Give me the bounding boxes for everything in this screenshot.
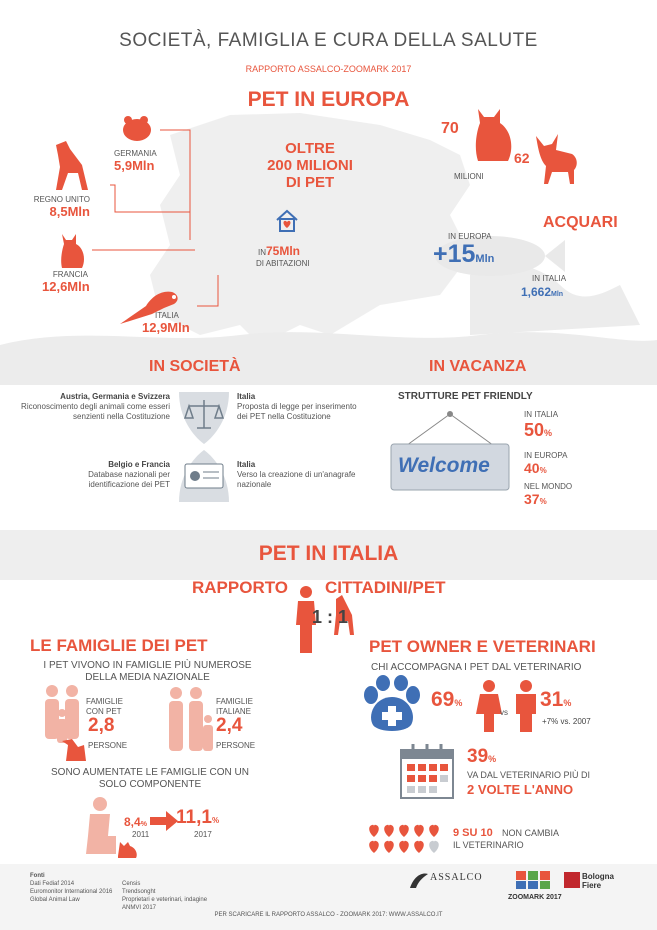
- visits-value: 39: [467, 746, 489, 767]
- hamster-icon: [120, 112, 154, 142]
- loyal-text-2: IL VETERINARIO: [453, 840, 524, 850]
- source-item: Euromonitor International 2016: [30, 889, 113, 895]
- holiday-world-unit: %: [539, 497, 547, 506]
- source-item: Dati Fediaf 2014: [30, 881, 75, 887]
- society-right-2-title: Italia: [237, 460, 256, 469]
- society-right-1-text: Proposta di legge per inserimento dei PET nella Costituzione: [237, 402, 357, 421]
- holiday-it-value: 50: [524, 420, 545, 440]
- uk-label: REGNO UNITO: [33, 195, 90, 204]
- bologna-fiere-logo-icon: [564, 872, 580, 888]
- women-value: 69: [431, 688, 455, 711]
- women-stat: [431, 688, 462, 712]
- pet-families-value: 2,8: [88, 715, 115, 736]
- chihuahua-icon: [532, 130, 582, 185]
- women-unit: %: [454, 698, 463, 708]
- uk-value: 8,5Mln: [49, 204, 90, 219]
- aquarium-it-value: 1,662: [521, 285, 552, 299]
- society-left-2-text: Database nazionali per identificazione dei PET: [88, 470, 170, 489]
- milioni-label: MILIONI: [454, 172, 484, 181]
- holiday-eu-label: IN EUROPA: [524, 451, 568, 460]
- y2017-unit: %: [211, 816, 220, 825]
- y2017-label: 2017: [194, 830, 212, 839]
- aquarium-title: ACQUARI: [543, 214, 618, 231]
- families-title: LE FAMIGLIE DEI PET: [30, 636, 208, 655]
- homes-value: 75Mln: [266, 244, 301, 258]
- ratio-label-left: RAPPORTO: [192, 578, 289, 597]
- sources-title: Fonti: [30, 873, 45, 879]
- society-left-1: [20, 392, 170, 422]
- y2017-stat: [176, 807, 219, 829]
- assalco-logo-icon: [408, 870, 430, 890]
- homes-prefix: IN: [258, 248, 266, 257]
- y2011-unit: %: [140, 821, 147, 828]
- visits-text-1: VA DAL VETERINARIO PIÙ DI: [467, 770, 591, 780]
- aquarium-eu-unit: Mln: [475, 253, 495, 265]
- holiday-world-label: NEL MONDO: [524, 482, 573, 491]
- bologna-fiere-line1: Bologna: [582, 872, 614, 881]
- europe-title: PET IN EUROPA: [247, 88, 410, 111]
- man-icon: [514, 680, 538, 732]
- cat-icon: [56, 230, 88, 270]
- cat-sitting-icon: [470, 105, 516, 163]
- assalco-logo: ASSALCO: [430, 872, 483, 883]
- source-item: ANMVI 2017: [122, 905, 157, 911]
- france-value: 12,6Mln: [42, 279, 90, 294]
- visits-text-2: 2 VOLTE L'ANNO: [467, 782, 574, 797]
- paw-cross-icon: [361, 675, 423, 733]
- ratio-label-right: CITTADINI/PET: [325, 578, 446, 597]
- total-line3: DI PET: [285, 174, 335, 191]
- download-link[interactable]: PER SCARICARE IL RAPPORTO ASSALCO - ZOOMARK 2017: WWW.ASSALCO.IT: [214, 912, 443, 918]
- men-note: +7% vs. 2007: [542, 717, 591, 726]
- holiday-it-stat: [524, 420, 552, 441]
- society-left-2: [40, 460, 170, 490]
- y2011-value: 8,4: [124, 815, 141, 829]
- sources-col-2: [122, 880, 207, 912]
- homes-label: DI ABITAZIONI: [256, 259, 310, 268]
- society-title: IN SOCIETÀ: [149, 358, 241, 375]
- holiday-subtitle: STRUTTURE PET FRIENDLY: [398, 391, 533, 402]
- germany-label: GERMANIA: [114, 149, 157, 158]
- society-right-1-title: Italia: [237, 392, 256, 401]
- holiday-eu-stat: [524, 460, 547, 478]
- italian-families-label: FAMIGLIE ITALIANE: [216, 697, 253, 716]
- society-right-1: [237, 392, 357, 422]
- men-stat: [540, 688, 571, 712]
- italian-families-unit: PERSONE: [216, 741, 256, 750]
- ratio-value: 1 : 1: [311, 607, 349, 627]
- vet-title: PET OWNER E VETERINARI: [369, 637, 596, 656]
- aquarium-it-unit: Mln: [551, 291, 564, 298]
- bologna-fiere-line2: Fiere: [582, 881, 602, 890]
- men-value: 31: [540, 688, 564, 711]
- italy-title: PET IN ITALIA: [258, 542, 399, 565]
- aquarium-it-stat: [521, 283, 563, 301]
- arrow-right-icon: [150, 811, 178, 831]
- single-families-text: SONO AUMENTATE LE FAMIGLIE CON UN SOLO COMPONENTE: [51, 767, 249, 790]
- dog-icon: [48, 135, 96, 195]
- family-pet-icon: [40, 683, 90, 763]
- families-subtitle: I PET VIVONO IN FAMIGLIE PIÙ NUMEROSE DELLA MEDIA NAZIONALE: [43, 660, 252, 683]
- id-card-icon: [185, 464, 223, 488]
- cats-value: 70: [441, 120, 459, 137]
- germany-value: 5,9Mln: [114, 158, 155, 173]
- holiday-title: IN VACANZA: [429, 358, 527, 375]
- zoomark-logo: ZOOMARK 2017: [508, 894, 562, 901]
- aquarium-it-label: IN ITALIA: [532, 274, 567, 283]
- page-subtitle: RAPPORTO ASSALCO-ZOOMARK 2017: [245, 64, 412, 74]
- y2011-stat: [124, 813, 147, 831]
- holiday-it-label: IN ITALIA: [524, 410, 559, 419]
- italy-label: ITALIA: [155, 311, 179, 320]
- france-label: FRANCIA: [52, 270, 88, 279]
- pet-families-label: FAMIGLIE CON PET: [86, 697, 123, 716]
- bologna-fiere-logo: [582, 872, 614, 890]
- society-left-1-text: Riconoscimento degli animali come esseri senzienti nella Costituzione: [21, 402, 170, 421]
- welcome-sign-text: Welcome: [398, 454, 490, 477]
- society-right-2: [237, 460, 357, 490]
- zoomark-logo-icon: [515, 870, 551, 890]
- y2017-value: 11,1: [176, 807, 212, 828]
- society-right-2-text: Verso la creazione di un'anagrafe nazionale: [237, 470, 356, 489]
- calendar-icon: [399, 742, 455, 800]
- hourglass-icons: [175, 388, 233, 506]
- vet-subtitle: CHI ACCOMPAGNA I PET DAL VETERINARIO: [371, 662, 582, 673]
- visits-stat: [467, 746, 496, 768]
- italy-value: 12,9Mln: [142, 320, 190, 335]
- italian-families-value: 2,4: [216, 715, 243, 736]
- hearts-icon: [367, 822, 447, 856]
- vs-label: vs: [500, 708, 508, 717]
- holiday-eu-unit: %: [539, 466, 547, 475]
- source-item: Trendsonght: [122, 889, 156, 895]
- woman-icon: [476, 680, 502, 732]
- sources-col-1: [30, 872, 112, 904]
- homes-stat: [258, 242, 300, 260]
- welcome-sign: [385, 408, 515, 498]
- y2011-label: 2011: [132, 830, 150, 839]
- source-item: Censis: [122, 881, 141, 887]
- holiday-it-unit: %: [544, 428, 553, 438]
- men-unit: %: [563, 698, 572, 708]
- holiday-world-value: 37: [524, 491, 540, 507]
- aquarium-eu-stat: [433, 240, 494, 269]
- loyal-text-1: NON CAMBIA: [502, 828, 560, 838]
- loyal-value: 9 SU 10: [453, 827, 493, 839]
- page-title: SOCIETÀ, FAMIGLIA E CURA DELLA SALUTE: [119, 30, 538, 51]
- source-item: Proprietari e veterinari, indagine: [122, 897, 208, 903]
- house-heart-icon: [274, 208, 300, 234]
- visits-unit: %: [488, 754, 497, 764]
- society-left-2-title: Belgio e Francia: [108, 460, 170, 469]
- holiday-eu-value: 40: [524, 460, 540, 476]
- total-pets-highlight: [245, 140, 375, 191]
- dogs-value: 62: [514, 150, 530, 166]
- total-line2: 200 MILIONI: [267, 157, 353, 174]
- aquarium-eu-label: IN EUROPA: [448, 232, 492, 241]
- total-line1: OLTRE: [285, 140, 335, 157]
- aquarium-eu-value: +15: [433, 240, 476, 268]
- pet-families-unit: PERSONE: [88, 741, 128, 750]
- society-left-1-title: Austria, Germania e Svizzera: [60, 392, 170, 401]
- source-item: Global Animal Law: [30, 897, 80, 903]
- family-icon: [164, 685, 214, 755]
- holiday-world-stat: [524, 491, 547, 509]
